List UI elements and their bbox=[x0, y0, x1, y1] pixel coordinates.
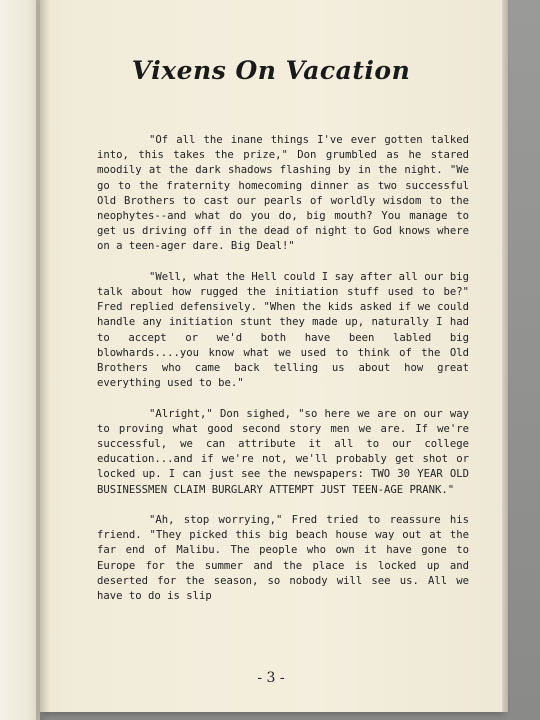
page-number: - 3 - bbox=[257, 670, 285, 686]
paragraph-4: "Ah, stop worrying," Fred tried to reassure his friend. "They picked this big beach house way out at the far end of Malibu. The people who own it have gone to Europe for the summer and the place is locked up and deserted for the season, so nobody will see us. All we have to do is slip bbox=[97, 514, 469, 603]
paragraph-2: "Well, what the Hell could I say after all our big talk about how rugged the initiation stuff used to be?" Fred replied defensively. "When the kids asked if we could handle any initiation stunt they made up, naturally I had to accept or we'd both have been labled big blowhards....you know what we used to think of the Old Brothers who came back telling us about how great everything used to be." bbox=[97, 270, 469, 390]
paragraph-3: "Alright," Don sighed, "so here we are on our way to proving what good second story men we are. If we're successful, we can attribute it all to our college education...and if we're not, we'll probably get shot or locked up. I can just see the newspapers: TWO 30 YEAR OLD BUSINESSMEN CLAIM BURGLARY ATTEMPT JUST TEEN-AGE PRANK." bbox=[97, 407, 469, 496]
paragraph-1: "Of all the inane things I've ever gotten talked into, this takes the prize," Don grumbled as he stared moodily at the dark shadows flashing by in the night. "We go to the fraternity homecoming dinner as two successful Old Brothers to cast our pearls of worldly wisdom to the neophytes--and what do you do, big mouth? You manage to get us driving off in the dead of night to God knows where on a teen-ager dare. Big Deal!" bbox=[97, 134, 469, 253]
page-edge bbox=[502, 0, 508, 712]
book-page bbox=[40, 0, 502, 712]
chapter-title: Vixens On Vacation bbox=[131, 56, 411, 85]
facing-page-edge bbox=[0, 0, 40, 720]
story-text bbox=[97, 133, 469, 604]
spine-shadow bbox=[36, 0, 50, 720]
